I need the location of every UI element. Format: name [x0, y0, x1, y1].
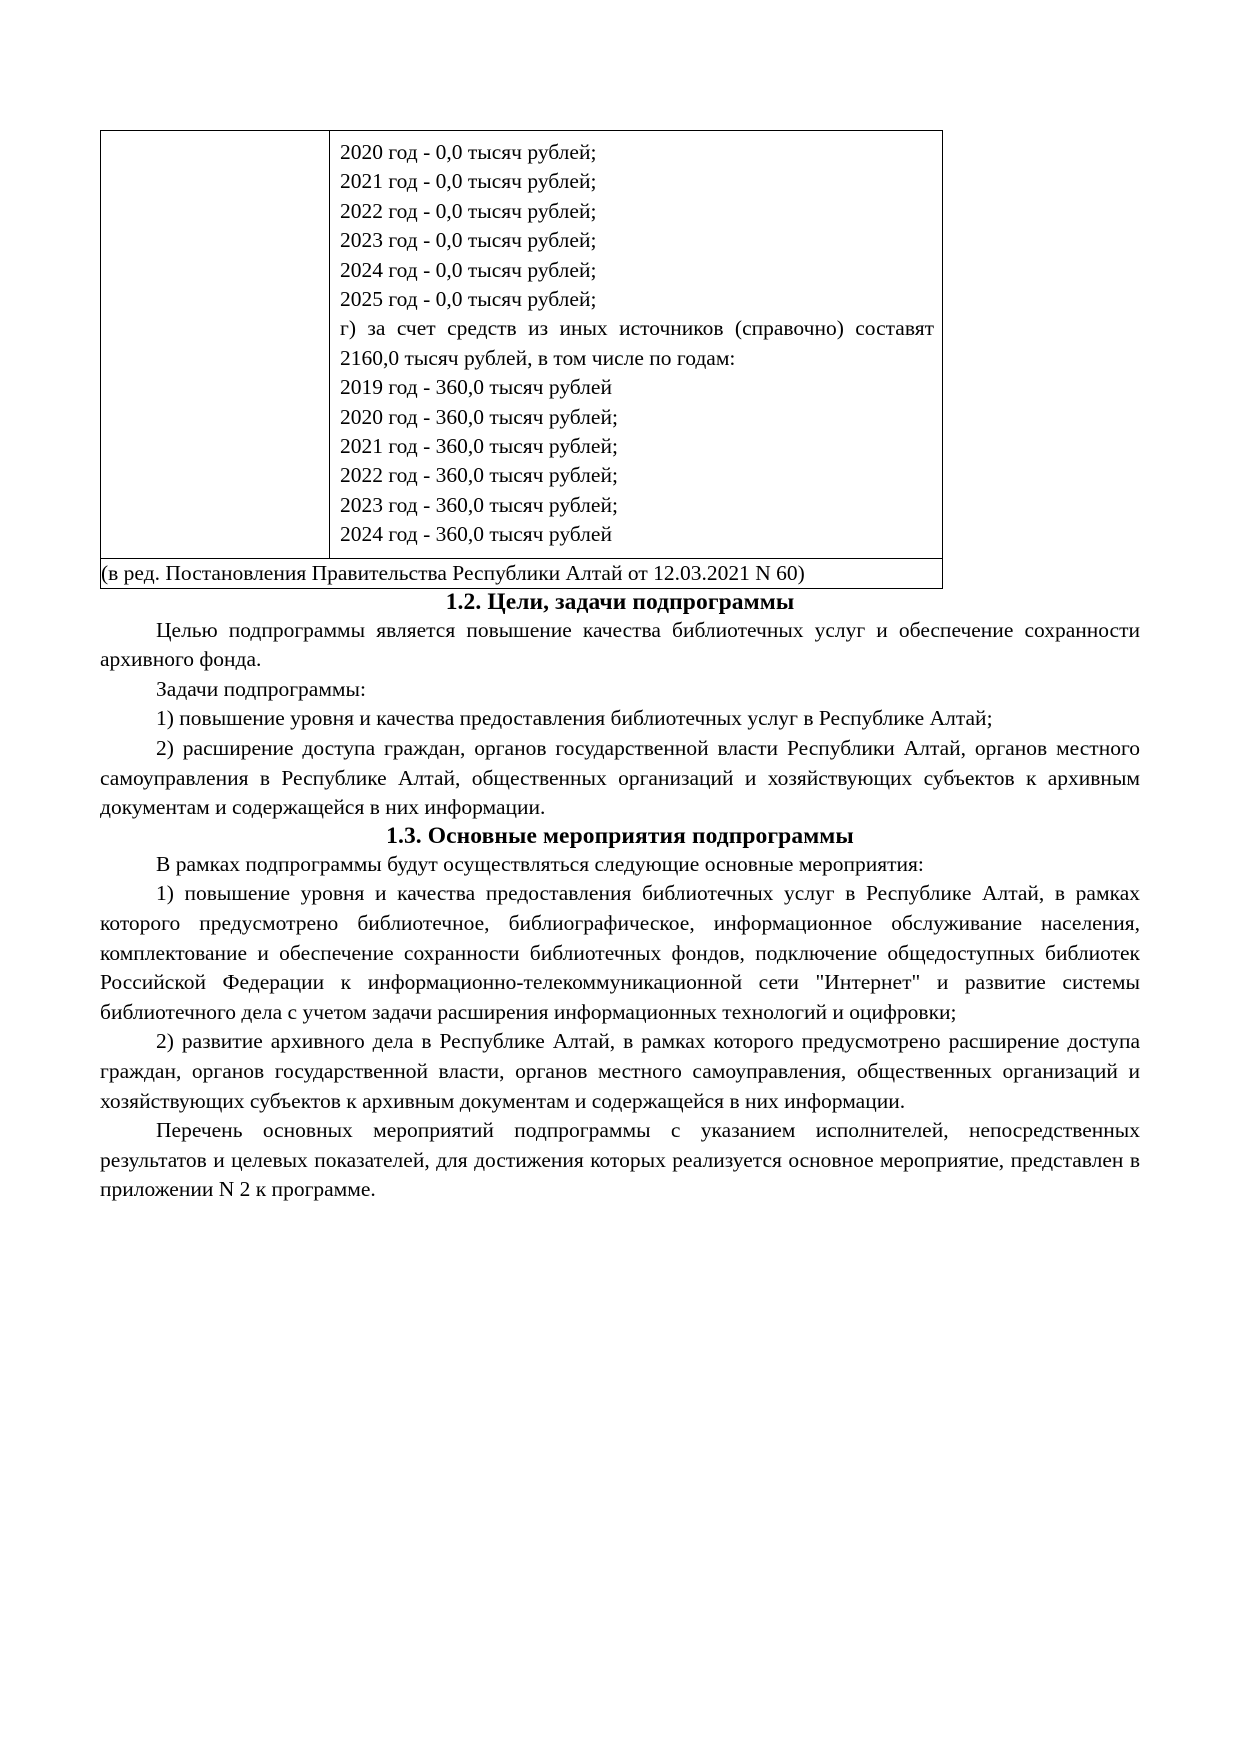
paragraph-goal: Целью подпрограммы является повышение качества библиотечных услуг и обеспечение сохранности архивного фонда.: [100, 617, 1140, 672]
paragraph-tasks-intro: Задачи подпрограммы:: [156, 676, 366, 701]
paragraph-appendix-ref: Перечень основных мероприятий подпрограммы с указанием исполнителей, непосредственных результатов и целевых показателей, для достижения которых реализуется основное мероприятие, представлен в приложении N 2 к программе.: [100, 1118, 1140, 1202]
funding-line: 2022 год - 0,0 тысяч рублей;: [340, 198, 597, 223]
funding-line-other-sources: г) за счет средств из иных источников (справочно) составят: [340, 316, 934, 341]
funding-line: 2024 год - 0,0 тысяч рублей;: [340, 257, 597, 282]
funding-line: 2023 год - 360,0 тысяч рублей;: [340, 492, 618, 517]
table-cell-left: [101, 131, 330, 559]
right-cell-content: [330, 131, 942, 558]
funding-line: 2024 год - 360,0 тысяч рублей: [340, 522, 612, 547]
section-heading-1-3: 1.3. Основные мероприятия подпрограммы: [386, 822, 854, 849]
funding-line: 2019 год - 360,0 тысяч рублей: [340, 375, 612, 400]
funding-line: 2022 год - 360,0 тысяч рублей;: [340, 463, 618, 488]
amendment-note: (в ред. Постановления Правительства Республики Алтай от 12.03.2021 N 60): [101, 560, 805, 585]
funding-line: 2020 год - 360,0 тысяч рублей;: [340, 404, 618, 429]
paragraph-measure-2: 2) развитие архивного дела в Республике Алтай, в рамках которого предусмотрено расширение доступа граждан, органов государственной власти, органов местного самоуправления, общественных организаций и хозяйствующих субъектов к архивным документам и содержащейся в них информации.: [100, 1029, 1140, 1113]
paragraph-measure-1: 1) повышение уровня и качества предоставления библиотечных услуг в Республике Алтай, в рамках которого предусмотрено библиотечное, библиографическое, информационное обслуживание населения, комплектование и обеспечение сохранности библиотечных фондов, подключение общедоступных библиотек Российской Федерации к информационно-телекоммуникационной сети "Интернет" и развитие системы библиотечного дела с учетом задачи расширения информационных технологий и оцифровки;: [100, 881, 1140, 1024]
left-cell-content: [101, 131, 329, 146]
table-row-amendment: [101, 558, 943, 588]
paragraph-task-1: 1) повышение уровня и качества предоставления библиотечных услуг в Республике Алтай;: [156, 706, 993, 731]
funding-line: 2021 год - 360,0 тысяч рублей;: [340, 434, 618, 459]
table-row: [101, 131, 943, 559]
funding-line: 2021 год - 0,0 тысяч рублей;: [340, 169, 597, 194]
funding-line: 2160,0 тысяч рублей, в том числе по годам:: [340, 345, 736, 370]
section-heading-1-2: 1.2. Цели, задачи подпрограммы: [445, 588, 795, 615]
table-cell-right: [330, 131, 943, 559]
funding-line: 2023 год - 0,0 тысяч рублей;: [340, 228, 597, 253]
paragraph-task-2: 2) расширение доступа граждан, органов государственной власти Республики Алтай, органов местного самоуправления в Республике Алтай, общественных организаций и хозяйствующих субъектов к архивным документам и содержащейся в них информации.: [100, 736, 1140, 820]
funding-line: 2020 год - 0,0 тысяч рублей;: [340, 140, 597, 164]
table-cell-amendment: [101, 558, 943, 588]
funding-table: [100, 130, 943, 589]
funding-line: 2025 год - 0,0 тысяч рублей;: [340, 287, 597, 312]
paragraph-measures-intro: В рамках подпрограммы будут осуществляться следующие основные мероприятия:: [156, 851, 924, 876]
